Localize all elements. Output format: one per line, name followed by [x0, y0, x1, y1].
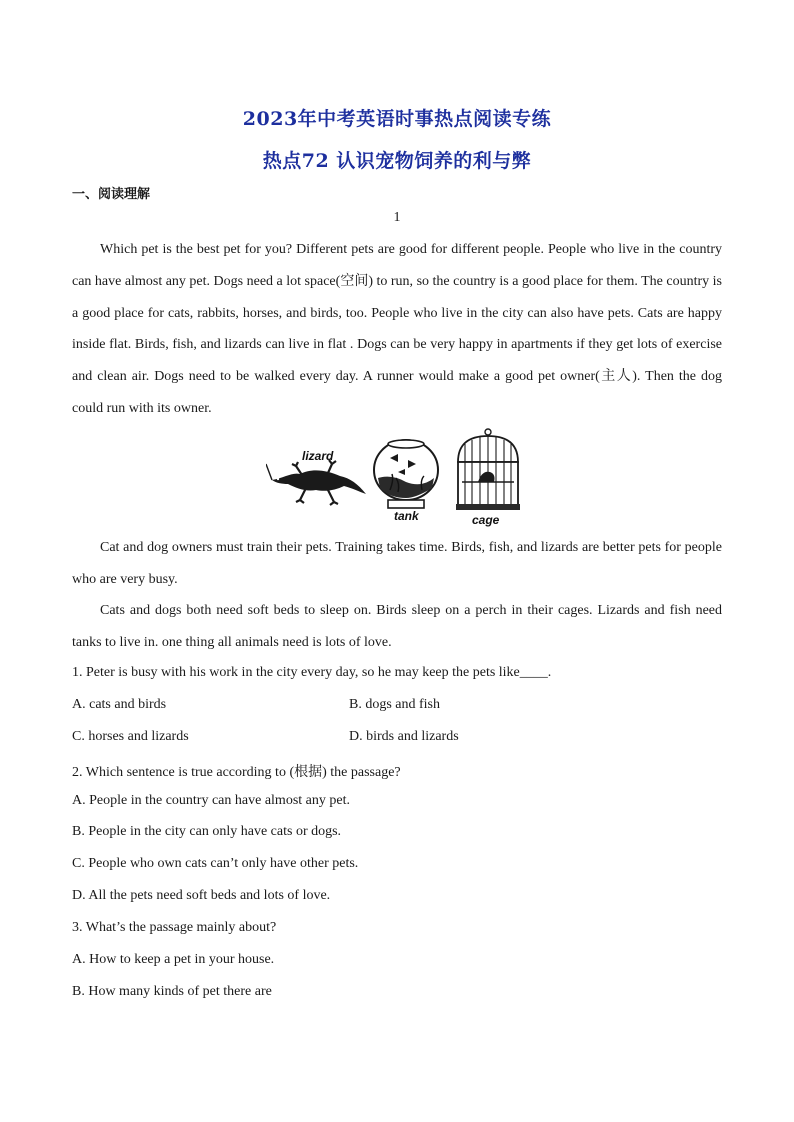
- lizard-label: lizard: [302, 449, 334, 463]
- passage-paragraph-2: Cat and dog owners must train their pets. Training takes time. Birds, fish, and lizards are better pets for people who are very busy.: [72, 540, 722, 587]
- question-3-option-b: B. How many kinds of pet there are: [72, 984, 272, 999]
- bird-cage-icon: [456, 429, 520, 527]
- passage-paragraph-3: Cats and dogs both need soft beds to sleep on. Birds sleep on a perch in their cages. Lizards and fish need tanks to live in. one thing all animals need is lots of love.: [72, 603, 722, 650]
- question-1-stem: 1. Peter is busy with his work in the city every day, so he may keep the pets like____.: [72, 665, 552, 680]
- question-2-option-b: B. People in the city can only have cats or dogs.: [72, 824, 342, 839]
- question-1-option-a: A. cats and birds: [72, 697, 167, 712]
- pet-illustration: [266, 428, 526, 528]
- document-subtitle: 热点72 认识宠物饲养的利与弊: [262, 150, 532, 172]
- question-1-option-d: D. birds and lizards: [349, 729, 459, 744]
- question-2-option-c: C. People who own cats can’t only have other pets.: [72, 856, 359, 871]
- question-2-option-d: D. All the pets need soft beds and lots of love.: [72, 888, 331, 903]
- question-3-stem: 3. What’s the passage mainly about?: [72, 920, 277, 935]
- passage-number: 1: [393, 210, 401, 225]
- cage-label: cage: [472, 513, 500, 527]
- fish-tank-icon: [374, 440, 438, 523]
- question-2-stem: 2. Which sentence is true according to (根据) the passage?: [72, 765, 401, 780]
- document-title: 2023年中考英语时事热点阅读专练: [242, 108, 552, 130]
- passage-paragraph-1: Which pet is the best pet for you? Different pets are good for different people. People who live in the country can have almost any pet. Dogs need a lot space(空间) to run, so the country is a good place for them. The country is a good place for cats, rabbits, horses, and birds, too. People who live in the city can also have pets. Cats are happy inside flat. Birds, fish, and lizards can live in flat . Dogs can be very happy in apartments if they get lots of exercise and clean air. Dogs need to be walked every day. A runner would make a good pet owner(主人). Then the dog could run with its owner.: [72, 242, 722, 416]
- lizard-icon: [266, 449, 366, 505]
- question-1-option-b: B. dogs and fish: [349, 697, 440, 712]
- section-heading: 一、阅读理解: [72, 187, 151, 202]
- question-1-option-c: C. horses and lizards: [72, 729, 189, 744]
- question-2-option-a: A. People in the country can have almost any pet.: [72, 793, 350, 808]
- question-3-option-a: A. How to keep a pet in your house.: [72, 952, 275, 967]
- tank-label: tank: [394, 509, 419, 523]
